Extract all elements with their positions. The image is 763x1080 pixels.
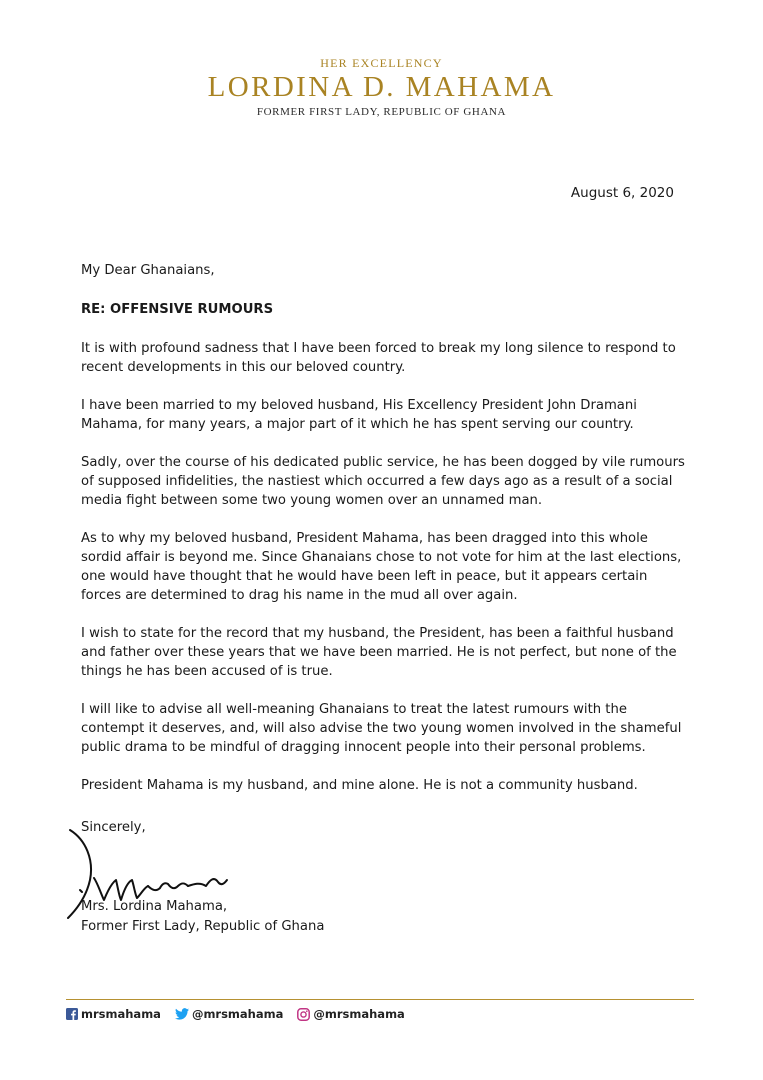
- footer-socials: [66, 1007, 419, 1021]
- facebook-handle: mrsmahama: [81, 1007, 161, 1021]
- instagram-link[interactable]: [297, 1007, 404, 1021]
- twitter-link[interactable]: [175, 1007, 283, 1021]
- signer-title: Former First Lady, Republic of Ghana: [81, 918, 325, 934]
- twitter-handle: @mrsmahama: [191, 1007, 284, 1021]
- letterhead-subtitle: FORMER FIRST LADY, REPUBLIC OF GHANA: [256, 106, 507, 118]
- body-paragraph: Sadly, over the course of his dedicated public service, he has been dogged by vile rumours of supposed infidelities, the nastiest which occurred a few days ago as a result of a social media fight between some two young women over an unnamed man.: [81, 455, 685, 508]
- body-paragraph: I will like to advise all well-meaning Ghanaians to treat the latest rumours with the contempt it deserves, and, will also advise the two young women involved in the shameful public drama to be mindful of dragging innocent people into their personal problems.: [81, 702, 682, 755]
- body-paragraph: As to why my beloved husband, President Mahama, has been dragged into this whole sordid affair is beyond me. Since Ghanaians chose to not vote for him at the last elections, one would have thought that he would have been left in peace, but it appears certain forces are determined to drag his name in the mud all over again.: [81, 531, 682, 603]
- instagram-icon: [297, 1008, 310, 1021]
- body-paragraph: I have been married to my beloved husband, His Excellency President John Dramani Mahama, for many years, a major part of it which he has spent serving our country.: [81, 398, 637, 432]
- twitter-icon: [175, 1008, 189, 1020]
- body-paragraph: President Mahama is my husband, and mine alone. He is not a community husband.: [81, 778, 638, 793]
- closing: Sincerely,: [81, 820, 146, 835]
- instagram-handle: @mrsmahama: [313, 1007, 405, 1021]
- letterhead-honorific: HER EXCELLENCY: [320, 56, 443, 70]
- letter-date: August 6, 2020: [570, 185, 674, 201]
- signer-name: Mrs. Lordina Mahama,: [81, 899, 228, 914]
- handwritten-signature: [64, 828, 229, 920]
- subject-line: RE: OFFENSIVE RUMOURS: [81, 302, 274, 317]
- letterhead-name: LORDINA D. MAHAMA: [207, 71, 556, 103]
- footer-divider: [66, 999, 694, 1000]
- letterhead: [0, 56, 763, 119]
- body-paragraph: It is with profound sadness that I have been forced to break my long silence to respond to recent developments in this our beloved country.: [81, 341, 676, 375]
- body-paragraph: I wish to state for the record that my husband, the President, has been a faithful husband and father over these years that we have been married. He is not perfect, but none of the things he has been accused of is true.: [81, 626, 677, 679]
- letter-body: [81, 261, 691, 814]
- facebook-icon: [66, 1008, 78, 1020]
- facebook-link[interactable]: [66, 1007, 161, 1021]
- salutation: My Dear Ghanaians,: [81, 263, 215, 278]
